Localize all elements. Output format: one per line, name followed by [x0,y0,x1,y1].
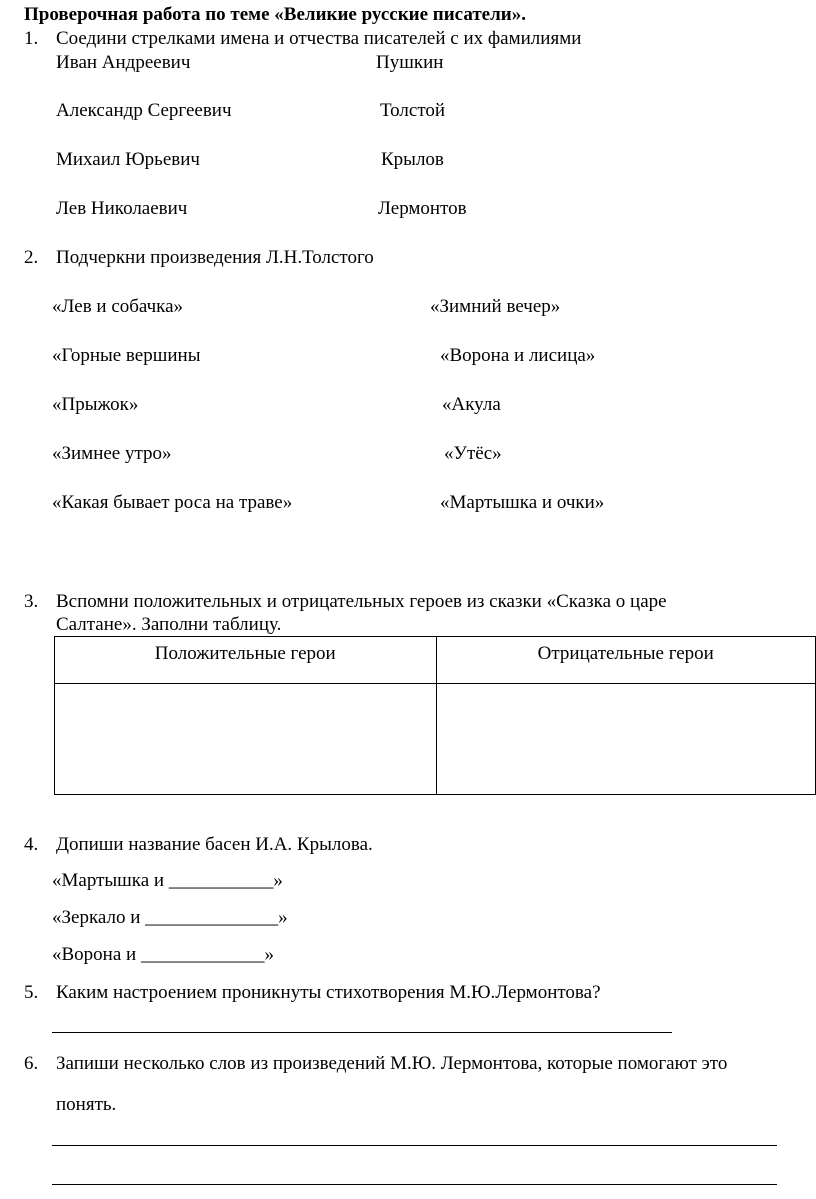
task6-answer-line-1[interactable] [52,1145,777,1146]
task2-work-right-4: «Утёс» [444,443,502,464]
task1-name-2: Александр Сергеевич [56,100,232,121]
task6-number: 6. [24,1053,39,1074]
task4-fable-1: «Мартышка и ___________» [52,870,283,891]
task2-work-right-5: «Мартышка и очки» [440,492,605,513]
task3-instruction-line1: Вспомни положительных и отрицательных героев из сказки «Сказка о царе [56,591,667,612]
task1-name-1: Иван Андреевич [56,52,191,73]
positive-heroes-cell[interactable] [55,684,437,795]
heroes-table [54,636,816,795]
task1-surname-2: Толстой [380,100,446,121]
heroes-table-answer-row [55,684,816,795]
task4-fable-2: «Зеркало и ______________» [52,907,288,928]
task4-instruction: Допиши название басен И.А. Крылова. [56,834,373,855]
positive-heroes-header: Положительные герои [55,637,437,684]
task2-work-right-1: «Зимний вечер» [430,296,561,317]
task5-question: Каким настроением проникнуты стихотворения М.Ю.Лермонтова? [56,982,601,1003]
task6-instruction-line2: понять. [56,1094,117,1115]
task2-work-left-4: «Зимнее утро» [52,443,172,464]
task5-number: 5. [24,982,39,1003]
heroes-table-header-row [55,637,816,684]
task2-work-left-5: «Какая бывает роса на траве» [52,492,293,513]
task4-fable-3: «Ворона и _____________» [52,944,274,965]
negative-heroes-header: Отрицательные герои [436,637,816,684]
task2-work-right-2: «Ворона и лисица» [440,345,596,366]
negative-heroes-cell[interactable] [436,684,816,795]
task1-surname-1: Пушкин [376,52,444,73]
task2-instruction: Подчеркни произведения Л.Н.Толстого [56,247,374,268]
task5-answer-line[interactable] [52,1032,672,1033]
page-title: Проверочная работа по теме «Великие русские писатели». [24,4,526,25]
task2-work-left-1: «Лев и собачка» [52,296,184,317]
task4-number: 4. [24,834,39,855]
task2-work-left-3: «Прыжок» [52,394,139,415]
task2-work-left-2: «Горные вершины [52,345,201,366]
task1-name-3: Михаил Юрьевич [56,149,200,170]
task1-surname-3: Крылов [381,149,444,170]
task1-number: 1. [24,28,39,49]
task1-surname-4: Лермонтов [378,198,467,219]
task2-work-right-3: «Акула [442,394,501,415]
task3-number: 3. [24,591,39,612]
task2-number: 2. [24,247,39,268]
task3-instruction-line2: Салтане». Заполни таблицу. [56,614,282,635]
task6-answer-line-2[interactable] [52,1184,777,1185]
task1-name-4: Лев Николаевич [56,198,188,219]
task1-instruction: Соедини стрелками имена и отчества писателей с их фамилиями [56,28,582,49]
task6-instruction-line1: Запиши несколько слов из произведений М.Ю. Лермонтова, которые помогают это [56,1053,728,1074]
